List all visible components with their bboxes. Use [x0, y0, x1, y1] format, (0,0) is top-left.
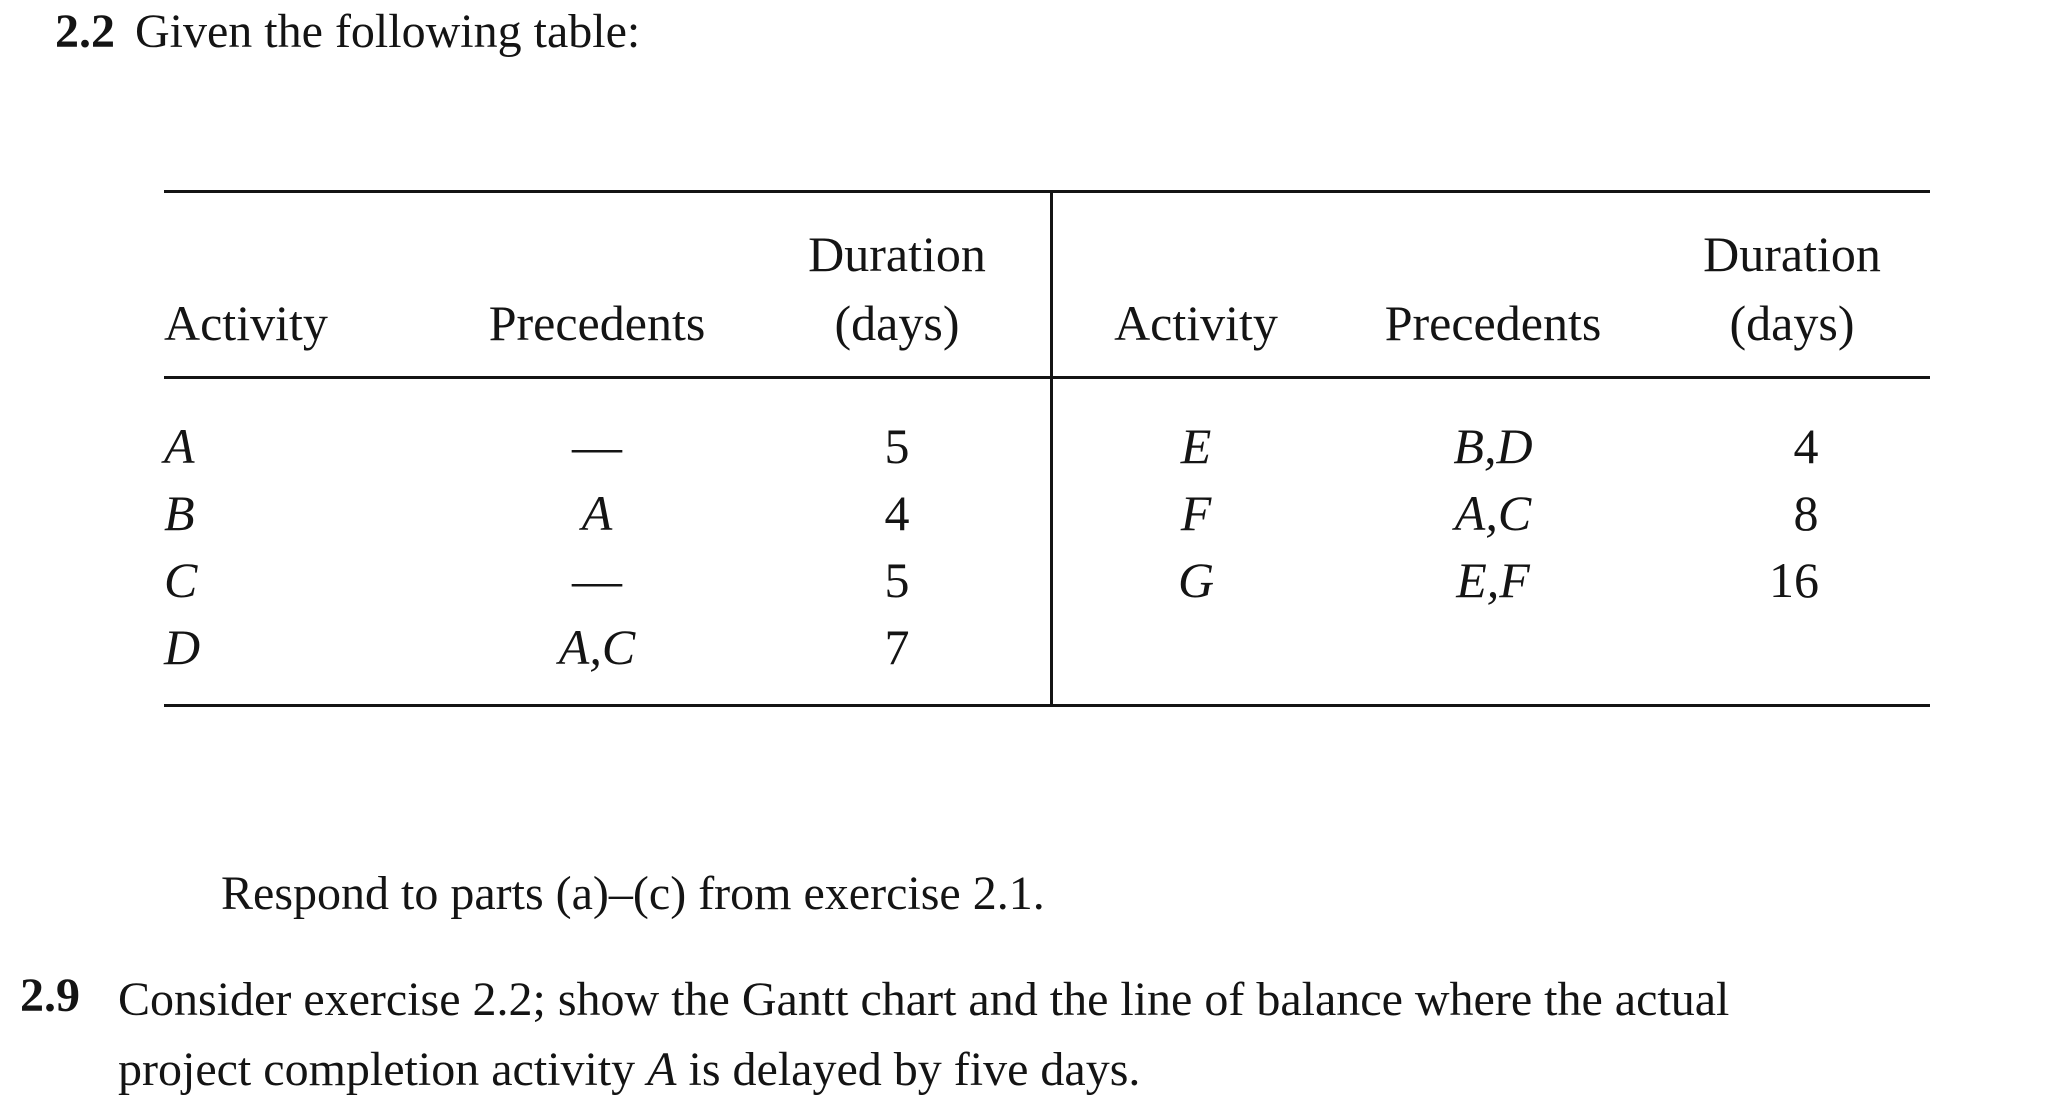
exercise-2-9-text — [118, 965, 1729, 1105]
left-row-3-duration: 5 — [884, 552, 910, 608]
exercise-2-9-line-1: Consider exercise 2.2; show the Gantt chart and the line of balance where the actual — [118, 973, 1730, 1026]
right-row-2-precedents: A,C — [1454, 485, 1532, 541]
left-row-1-precedents: — — [572, 418, 622, 474]
exercise-text: Given the following table: — [135, 5, 641, 58]
table-center-divider — [1050, 190, 1053, 707]
left-row-2-duration: 4 — [884, 485, 910, 541]
right-row-2-activity: F — [1180, 485, 1212, 541]
right-row-1-duration: 4 — [1793, 418, 1819, 474]
header-duration-left: Duration — [808, 226, 986, 282]
header-activity-right: Activity — [1114, 295, 1278, 351]
exercise-2-2-heading — [55, 5, 641, 58]
header-precedents-left: Precedents — [488, 295, 706, 351]
right-row-3-duration: 16 — [1769, 552, 1819, 608]
left-row-2-precedents: A — [581, 485, 613, 541]
right-row-1-precedents: B,D — [1453, 418, 1533, 474]
header-activity-left: Activity — [164, 295, 328, 351]
left-row-4-activity: D — [164, 619, 201, 675]
left-row-2-activity: B — [164, 485, 195, 541]
left-row-1-duration: 5 — [884, 418, 910, 474]
left-row-3-activity: C — [164, 552, 198, 608]
left-row-4-duration: 7 — [884, 619, 910, 675]
line-2-text-post: is delayed by five days. — [676, 1043, 1141, 1096]
left-row-1-activity: A — [164, 418, 195, 474]
header-days-left: (days) — [834, 295, 960, 351]
exercise-2-9-line-2 — [118, 1035, 1729, 1105]
table-header-rule — [164, 376, 1930, 379]
header-days-right: (days) — [1729, 295, 1855, 351]
left-row-4-precedents: A,C — [558, 619, 636, 675]
left-row-3-precedents: — — [572, 552, 622, 608]
respond-instruction: Respond to parts (a)–(c) from exercise 2.1. — [221, 867, 1045, 920]
line-2-text-pre: project completion activity — [118, 1043, 648, 1096]
right-row-1-activity: E — [1180, 418, 1212, 474]
exercise-number: 2.2 — [55, 5, 115, 58]
table-bottom-rule — [164, 704, 1930, 707]
table-top-rule — [164, 190, 1930, 193]
exercise-number: 2.9 — [20, 969, 80, 1022]
exercise-2-9-heading — [20, 969, 80, 1022]
header-precedents-right: Precedents — [1384, 295, 1602, 351]
activity-variable: A — [647, 1043, 677, 1096]
header-duration-right: Duration — [1703, 226, 1881, 282]
right-row-3-activity: G — [1177, 552, 1215, 608]
right-row-2-duration: 8 — [1793, 485, 1819, 541]
right-row-3-precedents: E,F — [1456, 552, 1530, 608]
